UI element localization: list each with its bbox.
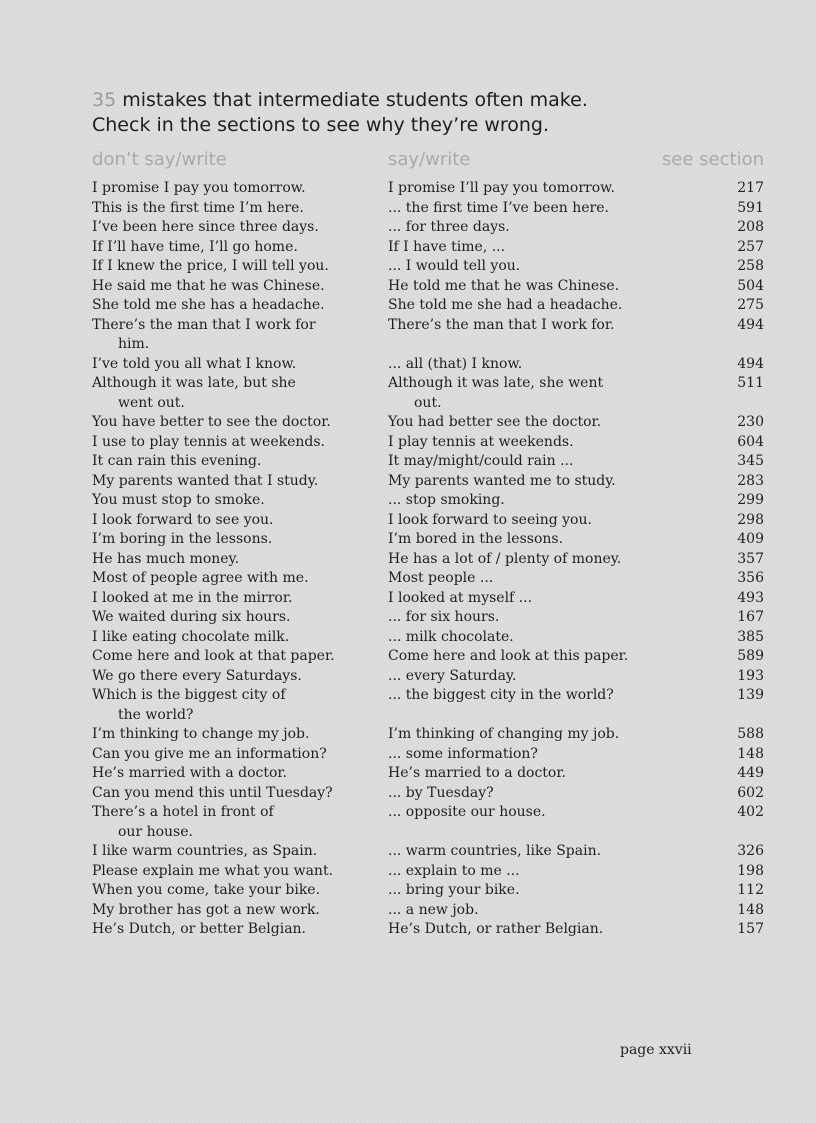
incorrect-sentence [92,686,388,725]
correct-sentence [388,725,714,745]
correct-sentence-text: ... every Saturday. [388,667,517,684]
table-row [92,199,764,219]
heading-line-1 [92,88,752,113]
correct-sentence-text: My parents wanted me to study. [388,472,616,489]
incorrect-sentence [92,413,388,433]
section-number: 198 [737,862,764,879]
correct-sentence [388,881,714,901]
correct-sentence-text: ... all (that) I know. [388,355,523,372]
table-row [92,491,764,511]
section-number: 299 [737,492,764,508]
correct-sentence [388,413,714,433]
section-number: 449 [737,765,764,781]
incorrect-sentence-text: It can rain this evening. [92,453,262,469]
incorrect-sentence [92,647,388,667]
correct-sentence [388,803,714,842]
incorrect-sentence-text: She told me she has a headache. [92,297,325,313]
correct-sentence-text: I play tennis at weekends. [388,433,574,450]
incorrect-sentence [92,433,388,453]
incorrect-sentence [92,589,388,609]
incorrect-sentence-text: You must stop to smoke. [92,492,265,508]
section-number: 589 [737,648,764,664]
section-number: 591 [737,199,764,216]
correct-sentence-text: ... for six hours. [388,609,500,625]
incorrect-sentence [92,277,388,297]
table-row [92,589,764,609]
mistakes-table [92,179,764,940]
incorrect-sentence-text: I’m thinking to change my job. [92,726,310,742]
incorrect-sentence [92,569,388,589]
section-number: 602 [737,784,764,801]
table-row [92,881,764,901]
section-number: 167 [737,609,764,625]
section-number: 283 [737,472,764,489]
column-header-see-section: see section [661,149,764,170]
incorrect-sentence [92,199,388,219]
correct-sentence [388,277,714,297]
incorrect-sentence-text: Most of people agree with me. [92,570,309,586]
incorrect-sentence-text: I promise I pay you tomorrow. [92,180,306,196]
incorrect-sentence-text: He has much money. [92,550,240,567]
correct-sentence [388,452,714,472]
incorrect-sentence [92,218,388,238]
incorrect-sentence-continuation: him. [118,336,150,352]
incorrect-sentence-continuation: our house. [118,823,193,840]
correct-sentence-text: I’m bored in the lessons. [388,531,564,547]
correct-sentence-text: ... I would tell you. [388,258,521,274]
table-row [92,433,764,453]
table-row [92,628,764,648]
correct-sentence [388,491,714,511]
table-row [92,374,764,413]
section-number: 275 [737,297,764,313]
incorrect-sentence [92,784,388,804]
incorrect-sentence [92,472,388,492]
incorrect-sentence-text: There’s the man that I work for [92,316,316,333]
section-number: 258 [737,258,764,274]
correct-sentence [388,628,714,648]
incorrect-sentence-text: When you come, take your bike. [92,882,321,898]
incorrect-sentence-text: I like eating chocolate milk. [92,628,290,645]
table-row [92,218,764,238]
heading-line-1-text: mistakes that intermediate students often make. [116,89,588,111]
correct-sentence-text: I looked at myself ... [388,589,533,606]
incorrect-sentence-text: There’s a hotel in front of [92,804,274,820]
correct-sentence-text: ... stop smoking. [388,492,505,508]
incorrect-sentence [92,608,388,628]
table-row [92,803,764,842]
correct-sentence [388,257,714,277]
section-number: 409 [737,531,764,547]
incorrect-sentence [92,842,388,862]
correct-sentence-text: ... for three days. [388,219,510,235]
incorrect-sentence [92,530,388,550]
correct-sentence [388,901,714,921]
incorrect-sentence-text: Please explain me what you want. [92,862,334,879]
correct-sentence-text: If I have time, ... [388,238,506,255]
section-number: 604 [737,433,764,450]
table-row [92,355,764,375]
table-row [92,511,764,531]
incorrect-sentence [92,491,388,511]
correct-sentence [388,608,714,628]
table-row [92,920,764,940]
incorrect-sentence-text: I use to play tennis at weekends. [92,433,325,450]
correct-sentence [388,218,714,238]
section-number: 345 [737,453,764,469]
incorrect-sentence-text: My brother has got a new work. [92,901,320,918]
incorrect-sentence-text: I’ve been here since three days. [92,219,319,235]
table-row [92,316,764,355]
correct-sentence-text: Although it was late, she went [388,375,604,391]
correct-sentence [388,296,714,316]
section-number: 139 [737,687,764,703]
correct-sentence-continuation: out. [414,394,442,411]
correct-sentence [388,784,714,804]
section-number: 112 [737,882,764,898]
correct-sentence-text: I promise I’ll pay you tomorrow. [388,180,615,196]
section-number: 257 [737,238,764,255]
correct-sentence-text: ... a new job. [388,901,479,918]
table-row [92,296,764,316]
incorrect-sentence [92,745,388,765]
table-row [92,764,764,784]
incorrect-sentence-text: My parents wanted that I study. [92,472,319,489]
table-row [92,667,764,687]
correct-sentence-text: ... the biggest city in the world? [388,687,614,703]
correct-sentence [388,472,714,492]
section-number: 588 [737,726,764,742]
table-row [92,842,764,862]
section-number: 326 [737,843,764,859]
correct-sentence-text: It may/might/could rain ... [388,453,574,469]
column-header-say: say/write [388,149,471,170]
correct-sentence [388,179,714,199]
correct-sentence-text: He’s Dutch, or rather Belgian. [388,921,604,937]
incorrect-sentence-text: We go there every Saturdays. [92,667,302,684]
correct-sentence-text: He told me that he was Chinese. [388,277,620,294]
incorrect-sentence-text: You have better to see the doctor. [92,414,331,430]
incorrect-sentence-text: We waited during six hours. [92,609,291,625]
correct-sentence [388,433,714,453]
table-row [92,277,764,297]
incorrect-sentence [92,179,388,199]
correct-sentence [388,316,714,355]
incorrect-sentence-text: If I’ll have time, I’ll go home. [92,238,298,255]
incorrect-sentence-text: Can you mend this until Tuesday? [92,784,333,801]
correct-sentence-text: Come here and look at this paper. [388,648,629,664]
table-row [92,550,764,570]
correct-sentence-text: You had better see the doctor. [388,414,602,430]
incorrect-sentence-text: Can you give me an information? [92,745,327,762]
incorrect-sentence [92,862,388,882]
incorrect-sentence [92,452,388,472]
correct-sentence [388,511,714,531]
incorrect-sentence-text: If I knew the price, I will tell you. [92,258,329,274]
incorrect-sentence-text: Which is the biggest city of [92,687,286,703]
table-row [92,413,764,433]
correct-sentence [388,550,714,570]
table-row [92,608,764,628]
correct-sentence [388,745,714,765]
heading-line-2: Check in the sections to see why they’re wrong. [92,114,550,136]
incorrect-sentence-text: Come here and look at that paper. [92,648,335,664]
correct-sentence [388,862,714,882]
section-number: 511 [737,375,764,391]
page-number: page xxvii [620,1042,692,1058]
table-row [92,530,764,550]
page-heading [92,88,752,138]
incorrect-sentence-text: I’ve told you all what I know. [92,355,297,372]
correct-sentence [388,764,714,784]
incorrect-sentence-text: I look forward to see you. [92,511,274,528]
incorrect-sentence [92,667,388,687]
correct-sentence-text: He’s married to a doctor. [388,765,566,781]
incorrect-sentence [92,374,388,413]
table-row [92,569,764,589]
incorrect-sentence [92,920,388,940]
section-number: 494 [737,316,764,333]
correct-sentence-text: ... opposite our house. [388,804,546,820]
table-row [92,745,764,765]
section-number: 157 [737,921,764,937]
correct-sentence [388,920,714,940]
section-number: 148 [737,745,764,762]
table-row [92,686,764,725]
table-row [92,238,764,258]
incorrect-sentence [92,881,388,901]
table-row [92,725,764,745]
incorrect-sentence [92,511,388,531]
section-number: 357 [737,550,764,567]
correct-sentence-text: She told me she had a headache. [388,297,623,313]
incorrect-sentence [92,803,388,842]
correct-sentence-text: ... some information? [388,745,538,762]
table-row [92,257,764,277]
correct-sentence-text: ... explain to me ... [388,862,520,879]
incorrect-sentence [92,901,388,921]
section-number: 504 [737,277,764,294]
table-row [92,901,764,921]
section-number: 148 [737,901,764,918]
incorrect-sentence-text: I like warm countries, as Spain. [92,843,318,859]
correct-sentence [388,667,714,687]
section-number: 385 [737,628,764,645]
correct-sentence [388,238,714,258]
correct-sentence-text: ... by Tuesday? [388,784,494,801]
incorrect-sentence-continuation: the world? [118,706,194,723]
incorrect-sentence [92,296,388,316]
correct-sentence [388,647,714,667]
section-number: 298 [737,511,764,528]
correct-sentence-text: ... bring your bike. [388,882,520,898]
section-number: 494 [737,355,764,372]
incorrect-sentence [92,355,388,375]
table-row [92,452,764,472]
section-number: 402 [737,804,764,820]
incorrect-sentence [92,725,388,745]
section-number: 217 [737,180,764,196]
incorrect-sentence-continuation: went out. [118,394,185,411]
correct-sentence [388,842,714,862]
correct-sentence-text: ... warm countries, like Spain. [388,843,602,859]
incorrect-sentence [92,238,388,258]
section-number: 208 [737,219,764,235]
section-number: 493 [737,589,764,606]
section-number: 230 [737,414,764,430]
section-number: 193 [737,667,764,684]
correct-sentence [388,355,714,375]
correct-sentence-text: ... the first time I’ve been here. [388,199,609,216]
incorrect-sentence-text: He’s married with a doctor. [92,765,288,781]
correct-sentence [388,530,714,550]
correct-sentence-text: ... milk chocolate. [388,628,514,645]
correct-sentence [388,199,714,219]
incorrect-sentence [92,316,388,355]
correct-sentence [388,374,714,413]
correct-sentence [388,686,714,725]
section-number: 356 [737,570,764,586]
correct-sentence-text: I look forward to seeing you. [388,511,592,528]
incorrect-sentence-text: He said me that he was Chinese. [92,277,325,294]
incorrect-sentence [92,764,388,784]
correct-sentence-text: He has a lot of / plenty of money. [388,550,622,567]
incorrect-sentence [92,628,388,648]
mistake-count: 35 [92,89,117,111]
incorrect-sentence [92,550,388,570]
table-row [92,784,764,804]
correct-sentence-text: Most people ... [388,570,494,586]
correct-sentence-text: I’m thinking of changing my job. [388,726,620,742]
table-row [92,862,764,882]
incorrect-sentence-text: I’m boring in the lessons. [92,531,273,547]
incorrect-sentence-text: He’s Dutch, or better Belgian. [92,921,307,937]
incorrect-sentence-text: I looked at me in the mirror. [92,589,293,606]
correct-sentence [388,569,714,589]
table-row [92,472,764,492]
table-row [92,179,764,199]
incorrect-sentence-text: Although it was late, but she [92,375,296,391]
correct-sentence-text: There’s the man that I work for. [388,316,615,333]
column-header-dont-say: don’t say/write [92,149,227,170]
correct-sentence [388,589,714,609]
table-row [92,647,764,667]
incorrect-sentence-text: This is the first time I’m here. [92,199,304,216]
incorrect-sentence [92,257,388,277]
